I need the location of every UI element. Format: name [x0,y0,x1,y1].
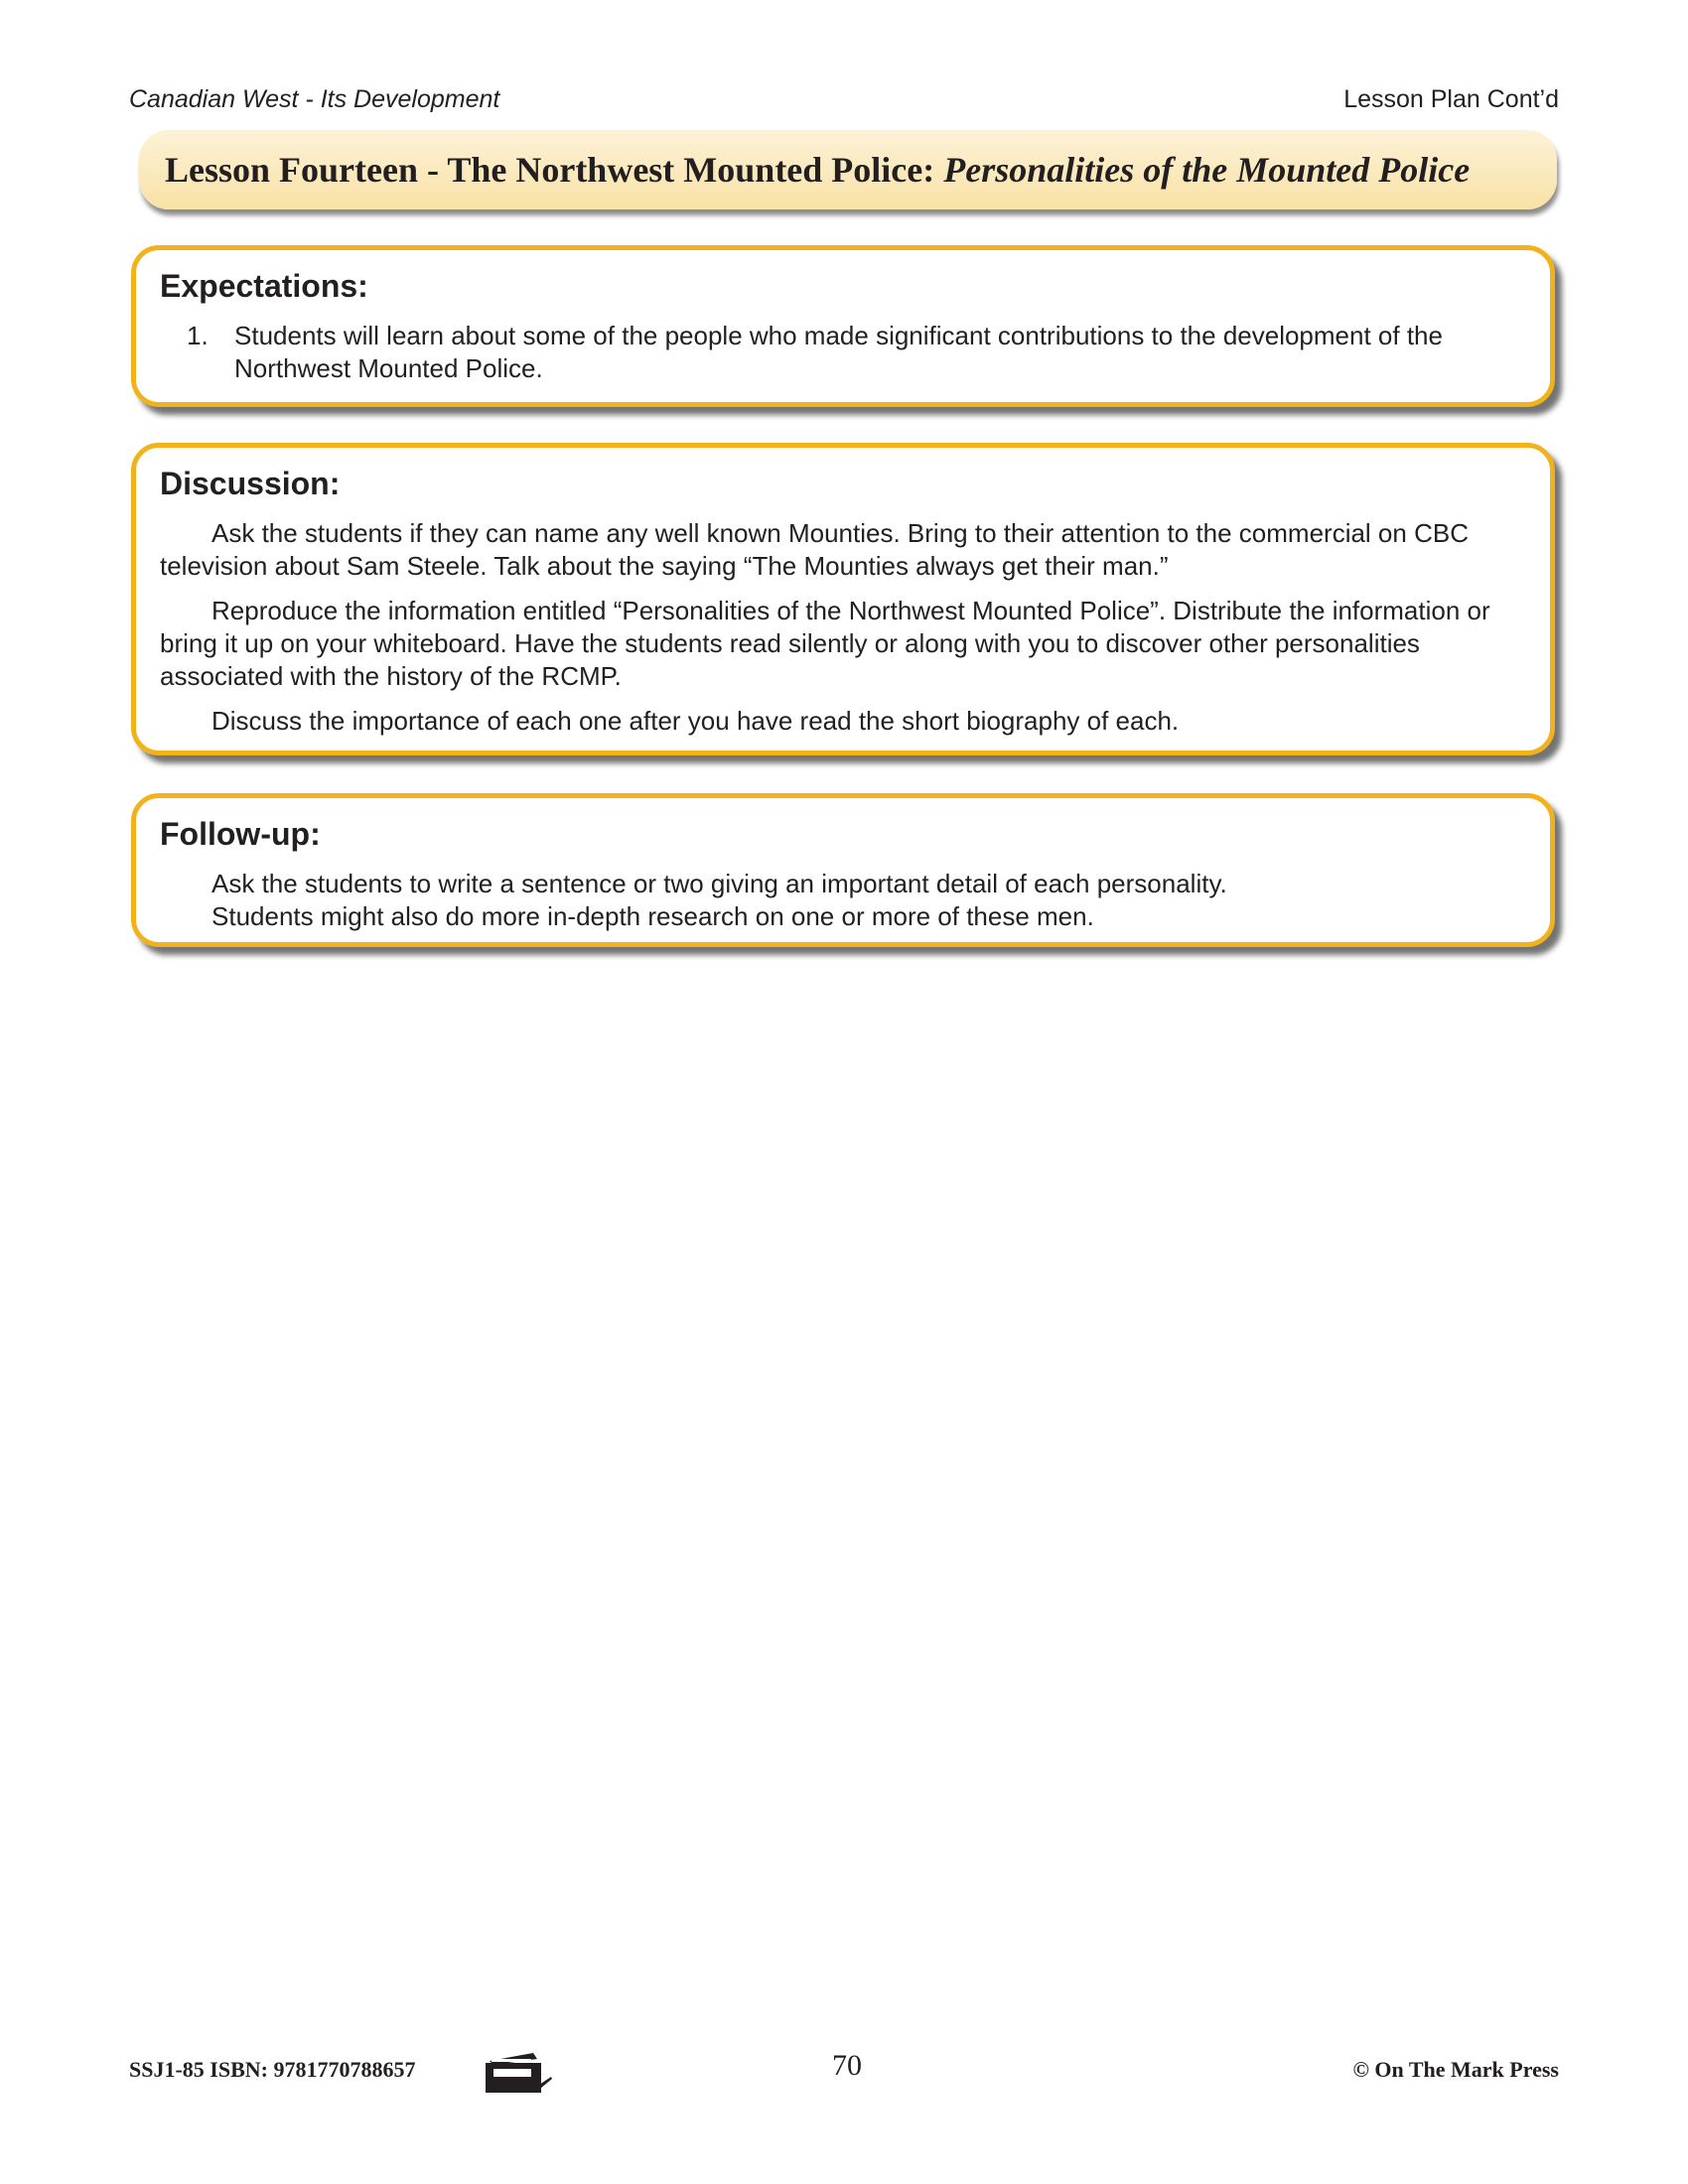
expectation-item [160,320,1518,385]
lesson-title: Lesson Fourteen - The Northwest Mounted Police: [165,150,944,190]
followup-box [131,793,1555,947]
discussion-paragraph: Discuss the importance of each one after you have read the short biography of each. [211,706,1180,736]
publisher: © On The Mark Press [1352,2057,1559,2082]
isbn-code: SSJ1-85 ISBN: 9781770788657 [129,2057,416,2082]
lesson-subtitle: Personalities of the Mounted Police [943,150,1471,190]
followup-line: Students might also do more in-depth research on one or more of these men. [211,901,1094,931]
page-header [129,85,1559,125]
section-label: Lesson Plan Cont’d [1343,85,1559,113]
discussion-paragraph: Reproduce the information entitled “Personalities of the Northwest Mounted Police”. Distribute the information or bring it up on your whiteboard. Have the students read silently or along with you to discover other personalities associated with the history of the RCMP. [160,596,1490,691]
expectation-number: 1. [187,321,209,350]
expectations-heading: Expectations: [160,268,368,304]
discussion-heading: Discussion: [160,466,341,501]
photocopier-icon [484,2049,553,2095]
followup-line: Ask the students to write a sentence or two giving an important detail of each personality. [211,869,1227,898]
page-number: 70 [832,2049,862,2082]
book-title: Canadian West - Its Development [129,85,500,113]
lesson-title-banner [139,130,1557,209]
discussion-paragraph: Ask the students if they can name any well known Mounties. Bring to their attention to the commercial on CBC television about Sam Steele. Talk about the saying “The Mounties always get their man.” [160,518,1469,581]
discussion-box [131,443,1555,755]
expectations-box [131,245,1555,407]
page-footer [129,2049,1559,2099]
expectation-text: Students will learn about some of the people who made significant contributions to the development of the Northwest Mounted Police. [234,321,1443,383]
followup-heading: Follow-up: [160,816,321,852]
